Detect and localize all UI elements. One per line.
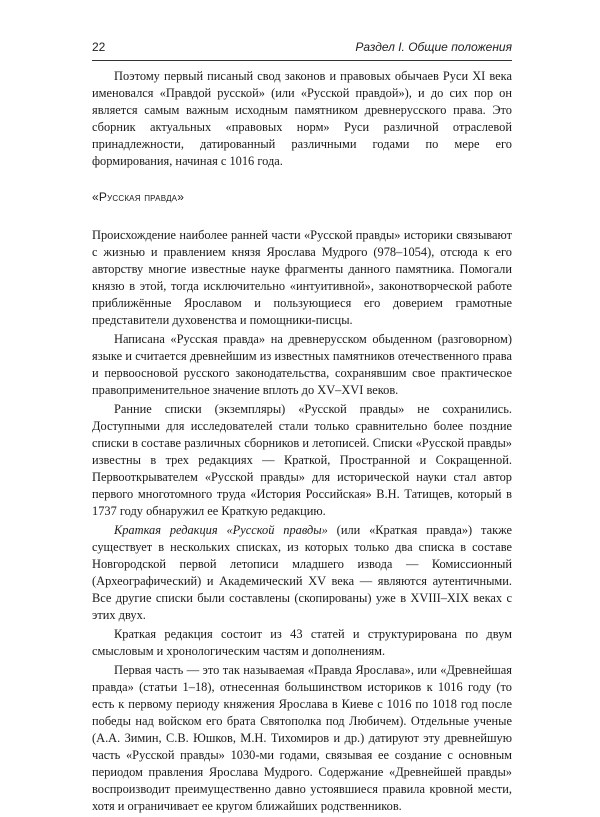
paragraph-text: (или «Краткая правда») также существует в нескольких списках, из которых только два списка в составе Новгородской первой летописи младшего извода — Комиссионный (Археографический) и Академический XV века — являются аутентичными. Все другие списки были составлены (скопированы) уже в XVIII–XIX веках с этих двух. (92, 523, 512, 622)
intro-paragraph: Поэтому первый писаный свод законов и правовых обычаев Руси XI века именовался «Правдой русской» (или «Русской правдой»), и до сих пор он является самым важным исходным памятником древнерусского права. Это сборник актуальных «правовых норм» Руси различной отраслевой принадлежности, датированный различными годами по мере его формирования, начиная с 1016 года. (92, 69, 512, 168)
body-paragraph: Происхождение наиболее ранней части «Русской правды» историки связывают с жизнью и правлением князя Ярослава Мудрого (978–1054), отсюда к его авторству многие известные науке фрагменты данного памятника. Помогали князю в этой, тогда исключительно «интуитивной», законотворческой работе приближённые Ярославом и пользующиеся его доверием грамотные представители духовенства и помощники-писцы. (92, 228, 512, 327)
section-title: Раздел I. Общие положения (355, 40, 512, 54)
emphasis-term: Краткая редакция «Русской правды» (114, 523, 328, 537)
body-paragraph: Первая часть — это так называемая «Правда Ярослава», или «Древнейшая правда» (статьи 1–18), отнесенная большинством историков к 1016 году (то есть к первому периоду княжения Ярослава в Киеве с 1016 по 1018 год после победы над войском его брата Святополка под Любичем). Отдельные ученые (А.А. Зимин, С.В. Юшков, М.Н. Тихомиров и др.) датируют эту древнейшую часть «Русской правды» 1030-ми годами, связывая ее создание с основным периодом правления Ярослава Мудрого. Содержание «Древнейшей правды» воспроизводит преимущественно давно устоявшиеся правила кровной мести, хотя и ограничивает ее кругом ближайших родственников. (92, 663, 512, 813)
short-redaction-paragraph (92, 522, 512, 624)
body-paragraph: Ранние списки (экземпляры) «Русской правды» не сохранились. Доступными для исследователей стали только сравнительно более поздние списки в составе различных сборников и летописей. Списки «Русской правды» известны в трех редакциях — Краткой, Пространной и Сокращенной. Первооткрывателем «Русской правды» для исторической науки стал автор первого многотомного труда «История Российская» В.Н. Татищев, который в 1737 году обнаружил ее Краткую редакцию. (92, 402, 512, 518)
section-heading: «Русская правда» (92, 190, 185, 204)
page-number: 22 (92, 40, 106, 54)
body-paragraph: Краткая редакция состоит из 43 статей и структурирована по двум смысловым и хронологическим частям и дополнениям. (92, 627, 512, 658)
page-body (92, 68, 512, 817)
body-paragraph: Написана «Русская правда» на древнерусском обыденном (разговорном) языке и считается древнейшим из известных памятников отечественного права и первоосновой русского законодательства, сохранявшим свое практическое правоприменительное значение вплоть до XV–XVI веков. (92, 332, 512, 397)
header-rule (92, 60, 512, 61)
running-header (92, 40, 512, 54)
